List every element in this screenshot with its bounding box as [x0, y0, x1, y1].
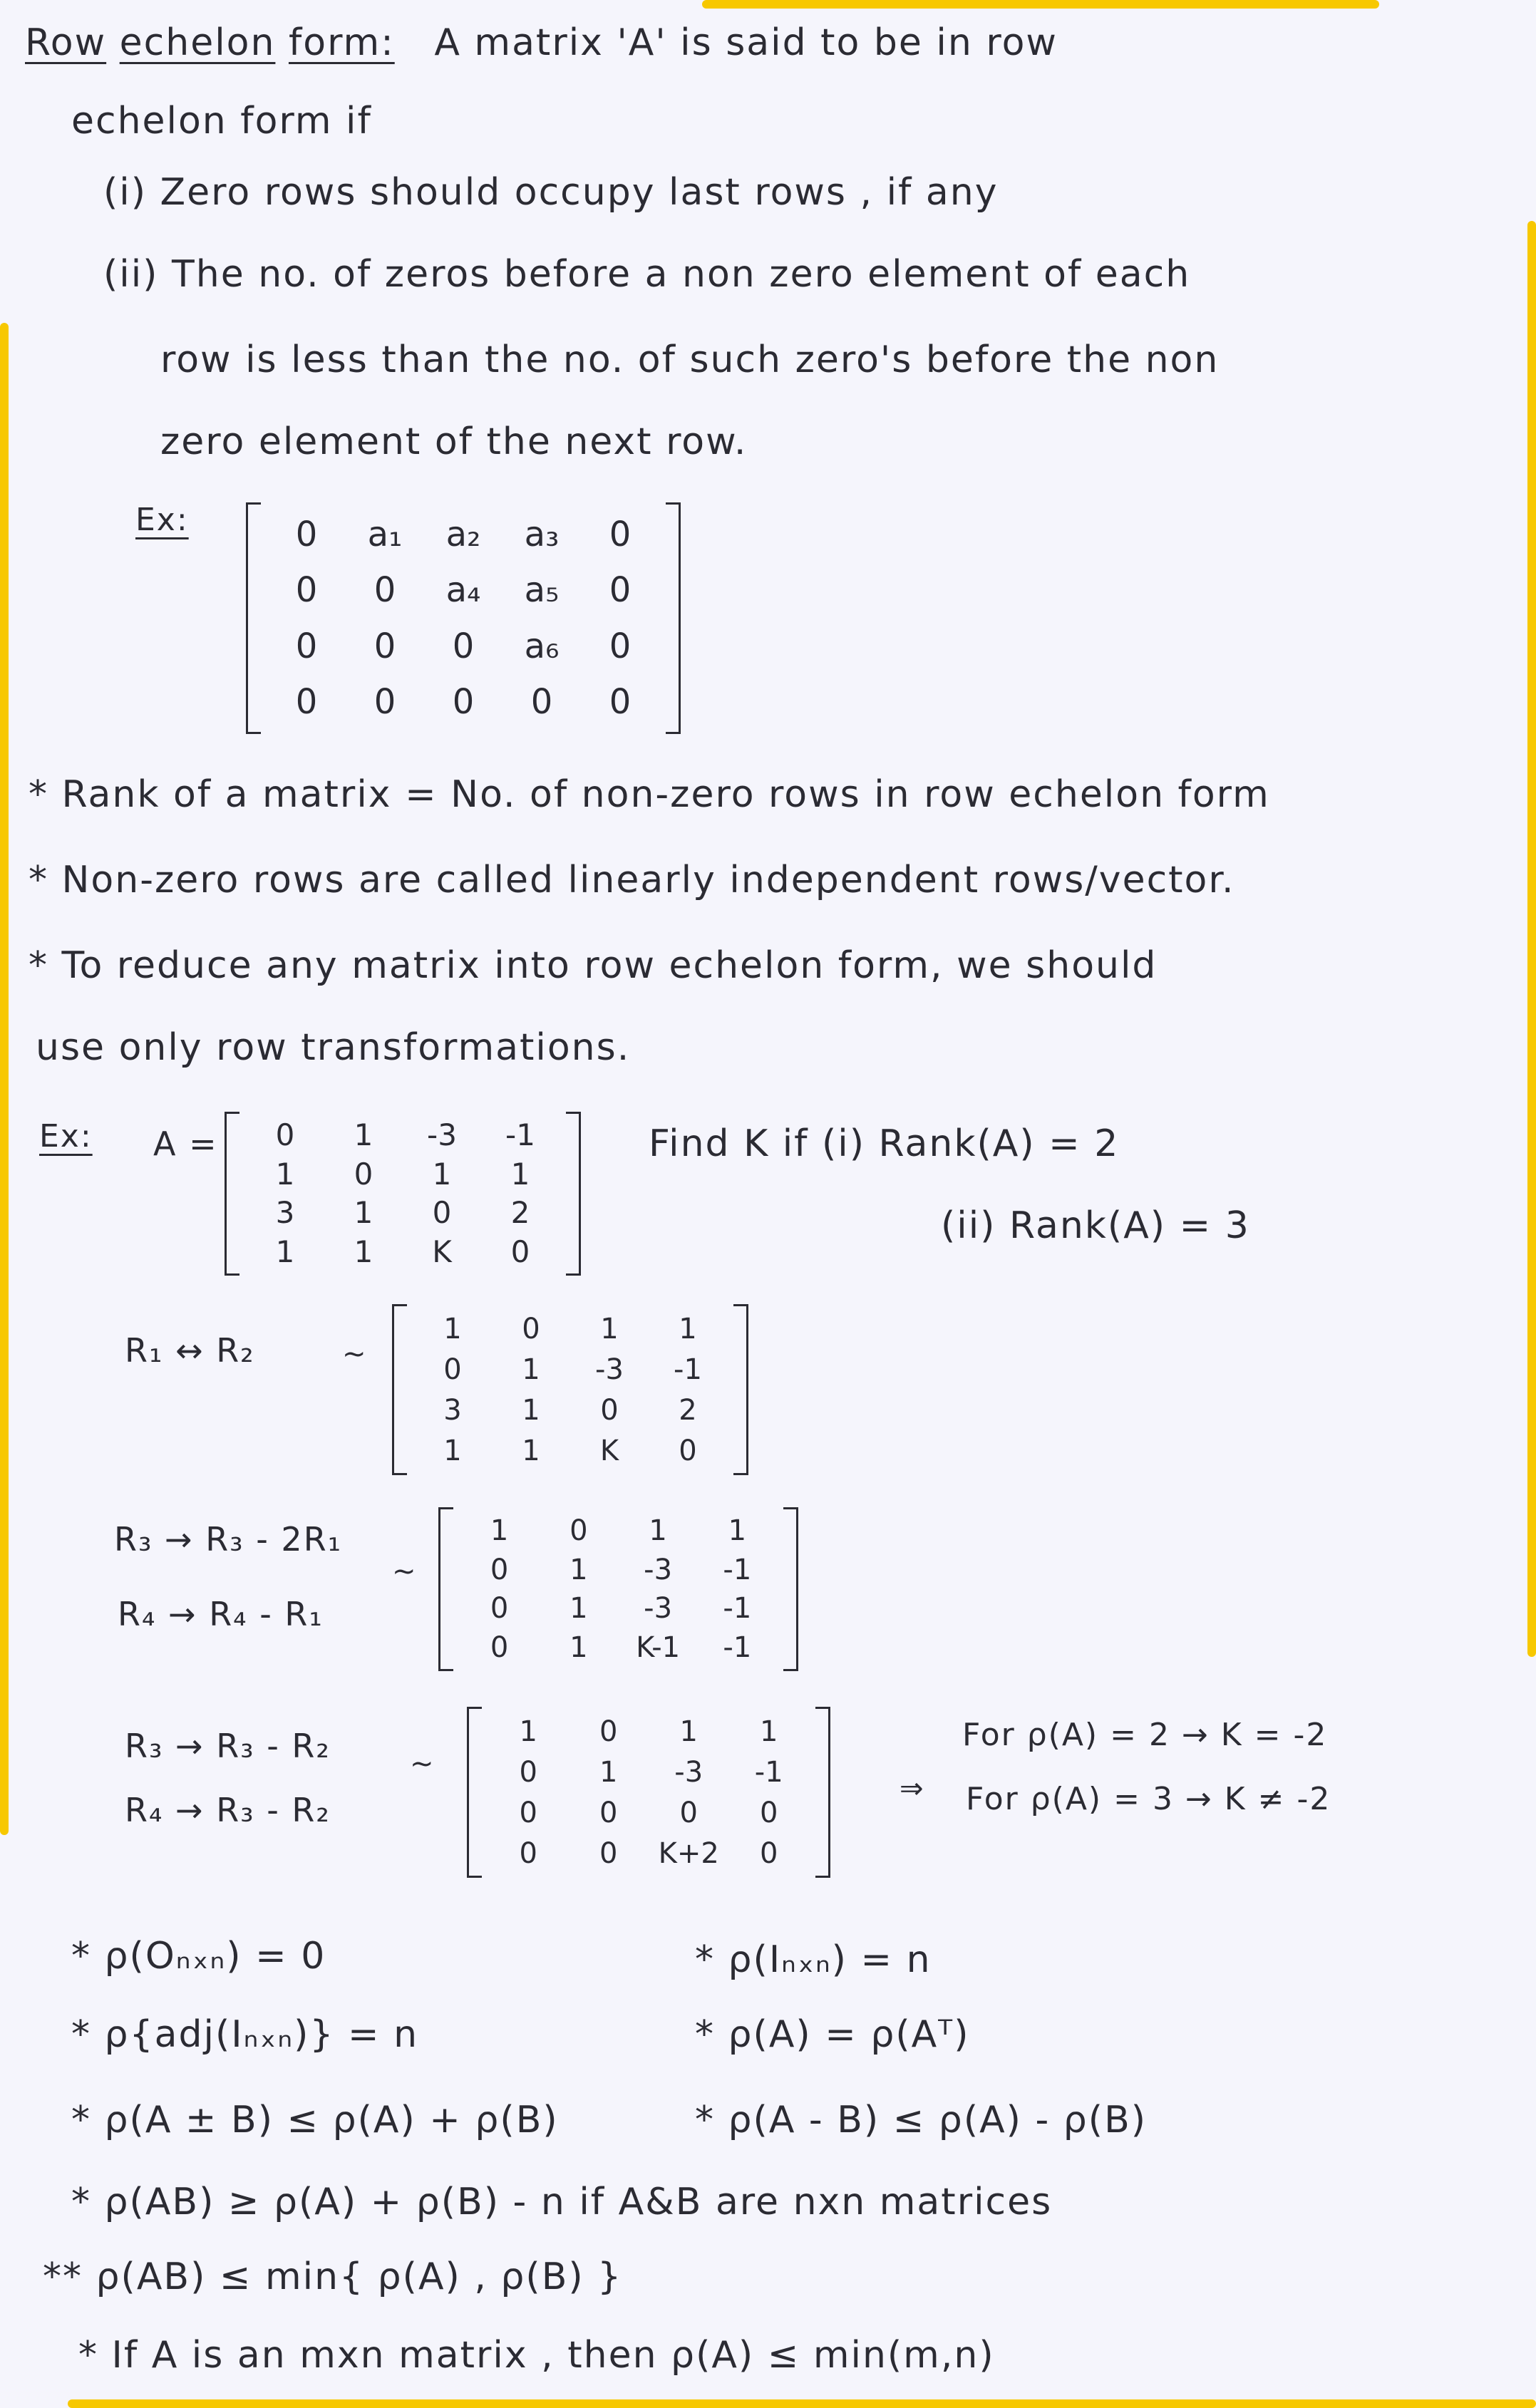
bracket-right — [666, 502, 681, 734]
property-product-upper-bound: ** ρ(AB) ≤ min{ ρ(A) , ρ(B) } — [43, 2255, 623, 2298]
cell: 0 — [609, 681, 632, 722]
cell: 0 — [452, 626, 475, 666]
cell: 1 — [522, 1393, 540, 1427]
cell: 0 — [295, 570, 318, 611]
condition-2-line1: (ii) The no. of zeros before a non zero element of each — [103, 253, 1191, 296]
step3-op-1: R₃ → R₃ - R₂ — [125, 1727, 331, 1765]
matrix-grid — [460, 1512, 777, 1667]
cell: 0 — [569, 1514, 588, 1548]
step3-matrix — [467, 1707, 830, 1878]
property-adj-identity: * ρ{adj(Iₙₓₙ)} = n — [71, 2013, 419, 2056]
cell: 1 — [443, 1434, 462, 1467]
cell: 0 — [609, 570, 632, 611]
bracket-right — [566, 1112, 581, 1276]
question-rank-3: (ii) Rank(A) = 3 — [941, 1204, 1250, 1247]
implies-arrow: ⇒ — [900, 1772, 925, 1805]
cell: 0 — [295, 626, 318, 666]
cell: 1 — [728, 1514, 747, 1548]
property-difference: * ρ(A - B) ≤ ρ(A) - ρ(B) — [695, 2099, 1148, 2141]
bracket-left — [438, 1507, 453, 1671]
step3-equivalent: ~ — [410, 1747, 435, 1780]
property-zero-matrix: * ρ(Oₙₓₙ) = 0 — [71, 1935, 326, 1978]
step2-equivalent: ~ — [392, 1555, 418, 1588]
cell: 0 — [295, 681, 318, 722]
cell: a₂ — [445, 515, 481, 555]
matrix-grid — [246, 1116, 560, 1271]
cell: 0 — [373, 681, 396, 722]
highlight-bar-top — [702, 0, 1379, 9]
cell: 0 — [490, 1592, 509, 1626]
cell: a₁ — [367, 515, 403, 555]
cell: 0 — [760, 1836, 778, 1870]
property-transpose: * ρ(A) = ρ(Aᵀ) — [695, 2013, 970, 2056]
highlight-bar-bottom — [68, 2399, 1536, 2408]
cell: 0 — [490, 1553, 509, 1586]
cell: -3 — [674, 1755, 703, 1789]
cell: 0 — [354, 1156, 373, 1192]
bracket-right — [783, 1507, 798, 1671]
matrix-grid — [488, 1711, 809, 1874]
cell: 0 — [679, 1434, 697, 1467]
definition-title-word-2: echelon — [119, 21, 276, 64]
step1-matrix — [392, 1304, 748, 1475]
note-linearly-independent: * Non-zero rows are called linearly independent rows/vector. — [29, 859, 1235, 901]
note-rank-definition: * Rank of a matrix = No. of non-zero rows in row echelon form — [29, 773, 1270, 816]
cell: -1 — [723, 1553, 752, 1586]
cell: a₃ — [524, 515, 560, 555]
highlight-bar-right — [1527, 221, 1536, 1657]
cell: 1 — [519, 1715, 537, 1748]
cell: 1 — [522, 1353, 540, 1386]
cell: 0 — [295, 515, 318, 555]
cell: -1 — [723, 1631, 752, 1664]
note-row-transformations-cont: use only row transformations. — [36, 1026, 631, 1069]
cell: a₆ — [524, 626, 560, 666]
cell: K-1 — [636, 1631, 681, 1664]
cell: 1 — [275, 1156, 295, 1192]
cell: 0 — [600, 1393, 619, 1427]
cell: 3 — [275, 1195, 295, 1231]
cell: 1 — [760, 1715, 778, 1748]
definition-title-word-1: Row — [25, 21, 107, 64]
cell: 0 — [519, 1755, 537, 1789]
definition-intro: A matrix 'A' is said to be in row — [434, 21, 1058, 64]
cell: K+2 — [658, 1836, 719, 1870]
step1-op: R₁ ↔ R₂ — [125, 1331, 255, 1370]
bracket-left — [392, 1304, 407, 1475]
cell: 0 — [373, 570, 396, 611]
matrix-grid — [413, 1308, 727, 1471]
bracket-left — [246, 502, 261, 734]
condition-1: (i) Zero rows should occupy last rows , if any — [103, 171, 999, 214]
cell: 1 — [522, 1434, 540, 1467]
cell: 0 — [452, 681, 475, 722]
example1-label: Ex: — [135, 502, 189, 538]
cell: 1 — [443, 1312, 462, 1345]
property-rank-bound: * If A is an mxn matrix , then ρ(A) ≤ min(m,n) — [78, 2334, 995, 2377]
cell: 0 — [443, 1353, 462, 1386]
cell: 1 — [569, 1631, 588, 1664]
property-sum: * ρ(A ± B) ≤ ρ(A) + ρ(B) — [71, 2099, 559, 2141]
cell: 0 — [510, 1234, 530, 1269]
cell: -3 — [427, 1117, 457, 1153]
bracket-right — [733, 1304, 748, 1475]
condition-2-line3: zero element of the next row. — [160, 420, 748, 463]
cell: 0 — [609, 626, 632, 666]
cell: 1 — [599, 1755, 618, 1789]
cell: 0 — [760, 1796, 778, 1829]
example2-label: Ex: — [39, 1118, 93, 1154]
cell: 1 — [354, 1234, 373, 1269]
property-identity-matrix: * ρ(Iₙₓₙ) = n — [695, 1938, 932, 1981]
step3-op-2: R₄ → R₃ - R₂ — [125, 1791, 331, 1829]
cell: a₅ — [524, 570, 560, 611]
result-rank-3: For ρ(A) = 3 → K ≠ -2 — [966, 1781, 1331, 1817]
cell: 0 — [530, 681, 553, 722]
cell: 1 — [432, 1156, 452, 1192]
cell: 0 — [519, 1836, 537, 1870]
cell: 1 — [490, 1514, 509, 1548]
cell: 0 — [599, 1715, 618, 1748]
cell: 3 — [443, 1393, 462, 1427]
cell: 2 — [679, 1393, 697, 1427]
definition-title-word-3: form: — [288, 21, 395, 64]
matrix-a-label: A = — [153, 1125, 218, 1163]
cell: -3 — [644, 1592, 673, 1626]
step2-op-1: R₃ → R₃ - 2R₁ — [114, 1520, 343, 1559]
cell: -3 — [595, 1353, 624, 1386]
cell: -3 — [644, 1553, 673, 1586]
question-rank-2: Find K if (i) Rank(A) = 2 — [649, 1122, 1120, 1165]
property-product-lower-bound: * ρ(AB) ≥ ρ(A) + ρ(B) - n if A&B are nxn matrices — [71, 2181, 1053, 2223]
step2-op-2: R₄ → R₄ - R₁ — [118, 1595, 324, 1633]
cell: 1 — [679, 1715, 698, 1748]
matrix-grid — [267, 507, 659, 730]
step2-matrix — [438, 1507, 798, 1671]
cell: -1 — [723, 1592, 752, 1626]
cell: a₄ — [445, 570, 481, 611]
definition-heading — [25, 21, 1058, 64]
matrix-a — [225, 1112, 581, 1276]
cell: 0 — [599, 1836, 618, 1870]
cell: 1 — [679, 1312, 697, 1345]
cell: 1 — [649, 1514, 667, 1548]
cell: -1 — [505, 1117, 535, 1153]
definition-intro-line2: echelon form if — [71, 100, 372, 143]
cell: K — [599, 1434, 619, 1467]
cell: -1 — [674, 1353, 702, 1386]
cell: 1 — [569, 1553, 588, 1586]
cell: 1 — [600, 1312, 619, 1345]
cell: K — [432, 1234, 452, 1269]
result-rank-2: For ρ(A) = 2 → K = -2 — [962, 1717, 1328, 1753]
bracket-right — [815, 1707, 830, 1878]
step1-equivalent: ~ — [342, 1338, 368, 1370]
example1-matrix — [246, 502, 681, 734]
cell: 0 — [679, 1796, 698, 1829]
cell: 0 — [599, 1796, 618, 1829]
condition-2-line2: row is less than the no. of such zero's before the non — [160, 339, 1220, 381]
cell: 2 — [510, 1195, 530, 1231]
cell: 0 — [519, 1796, 537, 1829]
cell: 1 — [510, 1156, 530, 1192]
cell: 1 — [354, 1195, 373, 1231]
bracket-left — [467, 1707, 482, 1878]
bracket-left — [225, 1112, 239, 1276]
cell: 1 — [354, 1117, 373, 1153]
cell: 1 — [275, 1234, 295, 1269]
cell: 0 — [522, 1312, 540, 1345]
highlight-bar-left — [0, 323, 9, 1835]
cell: 0 — [432, 1195, 452, 1231]
cell: 0 — [275, 1117, 295, 1153]
cell: -1 — [754, 1755, 783, 1789]
cell: 1 — [569, 1592, 588, 1626]
cell: 0 — [490, 1631, 509, 1664]
cell: 0 — [373, 626, 396, 666]
cell: 0 — [609, 515, 632, 555]
note-row-transformations: * To reduce any matrix into row echelon form, we should — [29, 944, 1158, 987]
